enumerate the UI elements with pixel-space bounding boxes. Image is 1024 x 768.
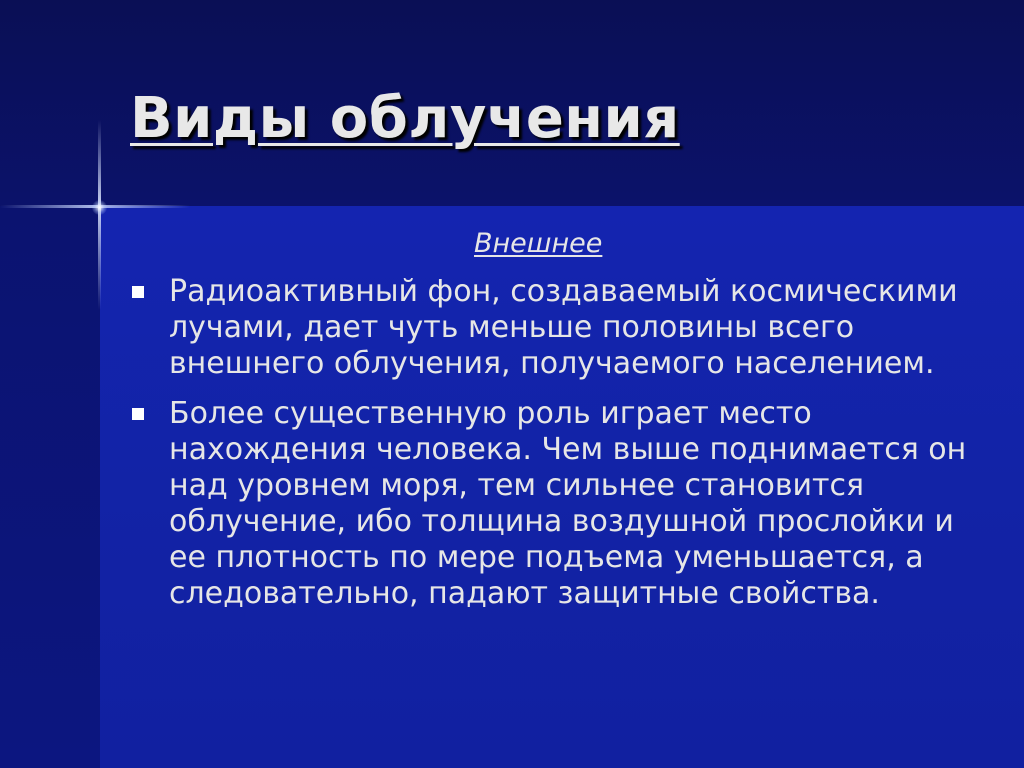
square-bullet-icon	[132, 286, 144, 298]
bullet-text: Радиоактивный фон, создаваемый космическими лучами, дает чуть меньше половины всего внешнего облучения, получаемого населением.	[169, 274, 958, 381]
slide-left-band	[0, 206, 100, 768]
star-flare-core	[92, 200, 107, 215]
bullet-text: Более существенную роль играет место нахождения человека. Чем выше поднимается он над уровнем моря, тем сильнее становится облучение, ибо толщина воздушной прослойки и ее плотность по мере подъема уменьшается, а следовательно, падают защитные свойства.	[169, 396, 967, 611]
bullet-item	[130, 396, 970, 612]
star-flare-vertical-ray	[98, 120, 101, 310]
slide-subtitle: Внешнее	[474, 228, 603, 259]
bullet-list	[130, 274, 970, 626]
slide-title: Виды облучения	[130, 86, 680, 151]
bullet-item	[130, 274, 970, 382]
square-bullet-icon	[132, 408, 144, 420]
